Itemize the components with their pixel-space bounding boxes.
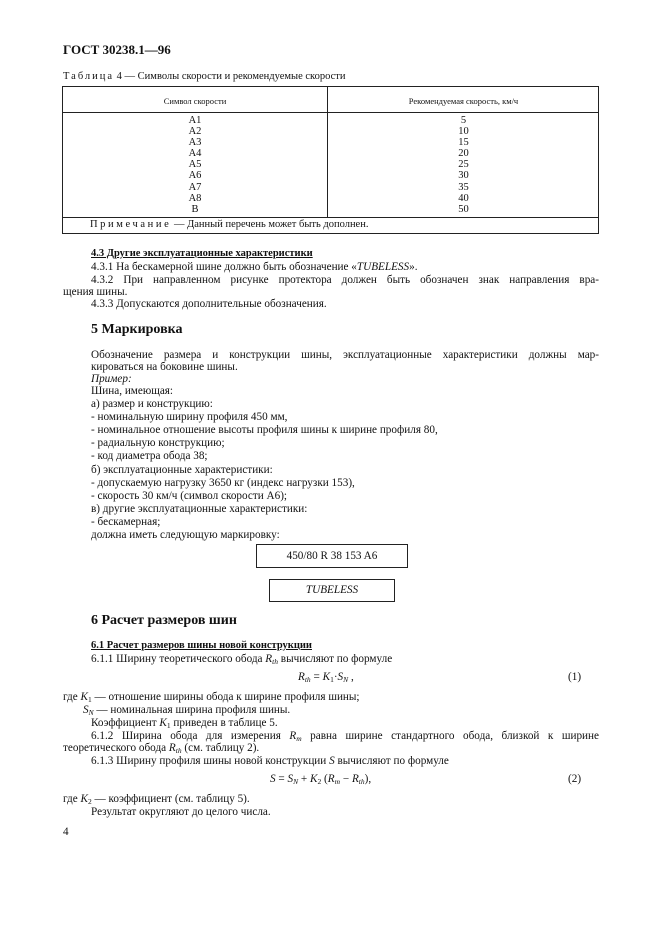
speed-value-cell: 25 <box>458 159 469 171</box>
speed-symbol-cell: A6 <box>188 170 202 182</box>
speed-symbol-cell: A2 <box>188 126 202 138</box>
example-label: Пример: <box>91 373 132 385</box>
table-note: Примечание — Данный перечень может быть дополнен. <box>90 219 369 230</box>
section-5-heading: 5 Маркировка <box>91 322 183 337</box>
paragraph-6-1-1: 6.1.1 Ширину теоретического обода $R_{th}$ вычисляют по формуле <box>91 653 393 666</box>
speed-value-cell: 10 <box>458 126 469 138</box>
table-header-speed: Рекомендуемая скорость, км/ч <box>408 96 519 106</box>
where-sn: $S_N$ — номинальная ширина профиля шины. <box>83 704 291 717</box>
paragraph-4-3-2-line2: щения шины. <box>63 286 128 298</box>
marking-tubeless-box: TUBELESS <box>269 579 395 602</box>
where-k1: где $K_1$ — отношение ширины обода к ширине профиля шины; <box>63 691 360 704</box>
section-4-3-heading: 4.3 Другие эксплуатационные характеристики <box>91 248 313 259</box>
example-line: должна иметь следующую маркировку: <box>91 529 280 542</box>
example-line: - код диаметра обода 38; <box>91 450 208 463</box>
formula-1-number: (1) <box>568 671 582 683</box>
example-line: - радиальную конструкцию; <box>91 437 225 450</box>
example-line: - скорость 30 км/ч (символ скорости А6); <box>91 489 288 502</box>
example-list <box>91 385 438 542</box>
coefficient-note: Коэффициент $K_1$ приведен в таблице 5. <box>91 717 278 730</box>
speed-value-cell: 5 <box>460 115 467 126</box>
result-note: Результат округляют до целого числа. <box>91 806 271 818</box>
example-line: Шина, имеющая: <box>91 385 174 397</box>
paragraph-6-1-2-line2: теоретического обода $R_{th}$ (см. таблицу 2). <box>63 742 260 755</box>
formula-1: $R_{th} = K_1\cdot S_N$ , <box>298 671 354 684</box>
speed-symbol-cell: A7 <box>188 181 202 193</box>
table-column-symbols <box>63 115 327 215</box>
example-line: - допускаемую нагрузку 3650 кг (индекс нагрузки 153), <box>91 476 355 489</box>
paragraph-4-3-3: 4.3.3 Допускаются дополнительные обозначения. <box>91 298 327 310</box>
formula-2-number: (2) <box>568 773 582 785</box>
paragraph-6-1-3: 6.1.3 Ширину профиля шины новой конструкции S вычисляют по формуле <box>91 755 449 767</box>
speed-value-cell: 35 <box>458 181 469 193</box>
speed-value-cell: 15 <box>458 137 469 149</box>
speed-value-cell: 20 <box>458 148 469 160</box>
speed-symbol-cell: A1 <box>188 115 202 126</box>
where-k2: где $K_2$ — коэффициент (см. таблицу 5). <box>63 793 250 806</box>
section-6-heading: 6 Расчет размеров шин <box>91 613 237 628</box>
section-6-1-heading: 6.1 Расчет размеров шины новой конструкции <box>91 640 312 651</box>
example-line: - номинальное отношение высоты профиля шины к ширине профиля 80, <box>91 424 438 437</box>
speed-symbol-cell: A8 <box>188 192 202 204</box>
example-line: - номинальную ширину профиля 450 мм, <box>91 411 288 424</box>
document-title: ГОСТ 30238.1—96 <box>63 42 171 57</box>
speed-symbol-cell: A5 <box>188 159 202 171</box>
example-line: в) другие эксплуатационные характеристики: <box>91 502 308 515</box>
page-number: 4 <box>63 826 69 838</box>
formula-2: $S = S_N + K_2$ $(R_m - R_{th})$, <box>270 773 372 786</box>
speed-symbol-cell: A4 <box>188 148 202 160</box>
paragraph-4-3-1: 4.3.1 На бескамерной шине должно быть обозначение «TUBELESS». <box>91 261 418 273</box>
speed-symbol-cell: B <box>191 203 199 215</box>
speed-value-cell: 30 <box>458 170 469 182</box>
section-5-intro-line2: кироваться на боковине шины. <box>91 361 238 373</box>
paragraph-6-1-2-line1: 6.1.2 Ширина обода для измерения $R_m$ равна ширине стандартного обода, близкой к ширине <box>91 730 599 743</box>
speed-value-cell: 50 <box>458 203 469 215</box>
section-5-intro-line1: Обозначение размера и конструкции шины, эксплуатационные характеристики должны мар- <box>91 349 599 361</box>
paragraph-4-3-2-line1: 4.3.2 При направленном рисунке протектора должен быть обозначен знак направления вра- <box>91 274 599 286</box>
speed-value-cell: 40 <box>458 192 469 204</box>
example-line: а) размер и конструкцию: <box>91 398 213 411</box>
table-caption: Таблица 4 — Символы скорости и рекомендуемые скорости <box>63 71 346 82</box>
marking-size-box: 450/80 R 38 153 A6 <box>256 544 408 568</box>
speed-symbols-table <box>62 86 599 234</box>
speed-symbol-cell: A3 <box>188 137 202 149</box>
example-line: б) эксплуатационные характеристики: <box>91 463 273 476</box>
example-line: - бескамерная; <box>91 515 161 528</box>
table-header-symbol: Символ скорости <box>163 96 227 106</box>
table-column-speeds <box>327 115 600 215</box>
